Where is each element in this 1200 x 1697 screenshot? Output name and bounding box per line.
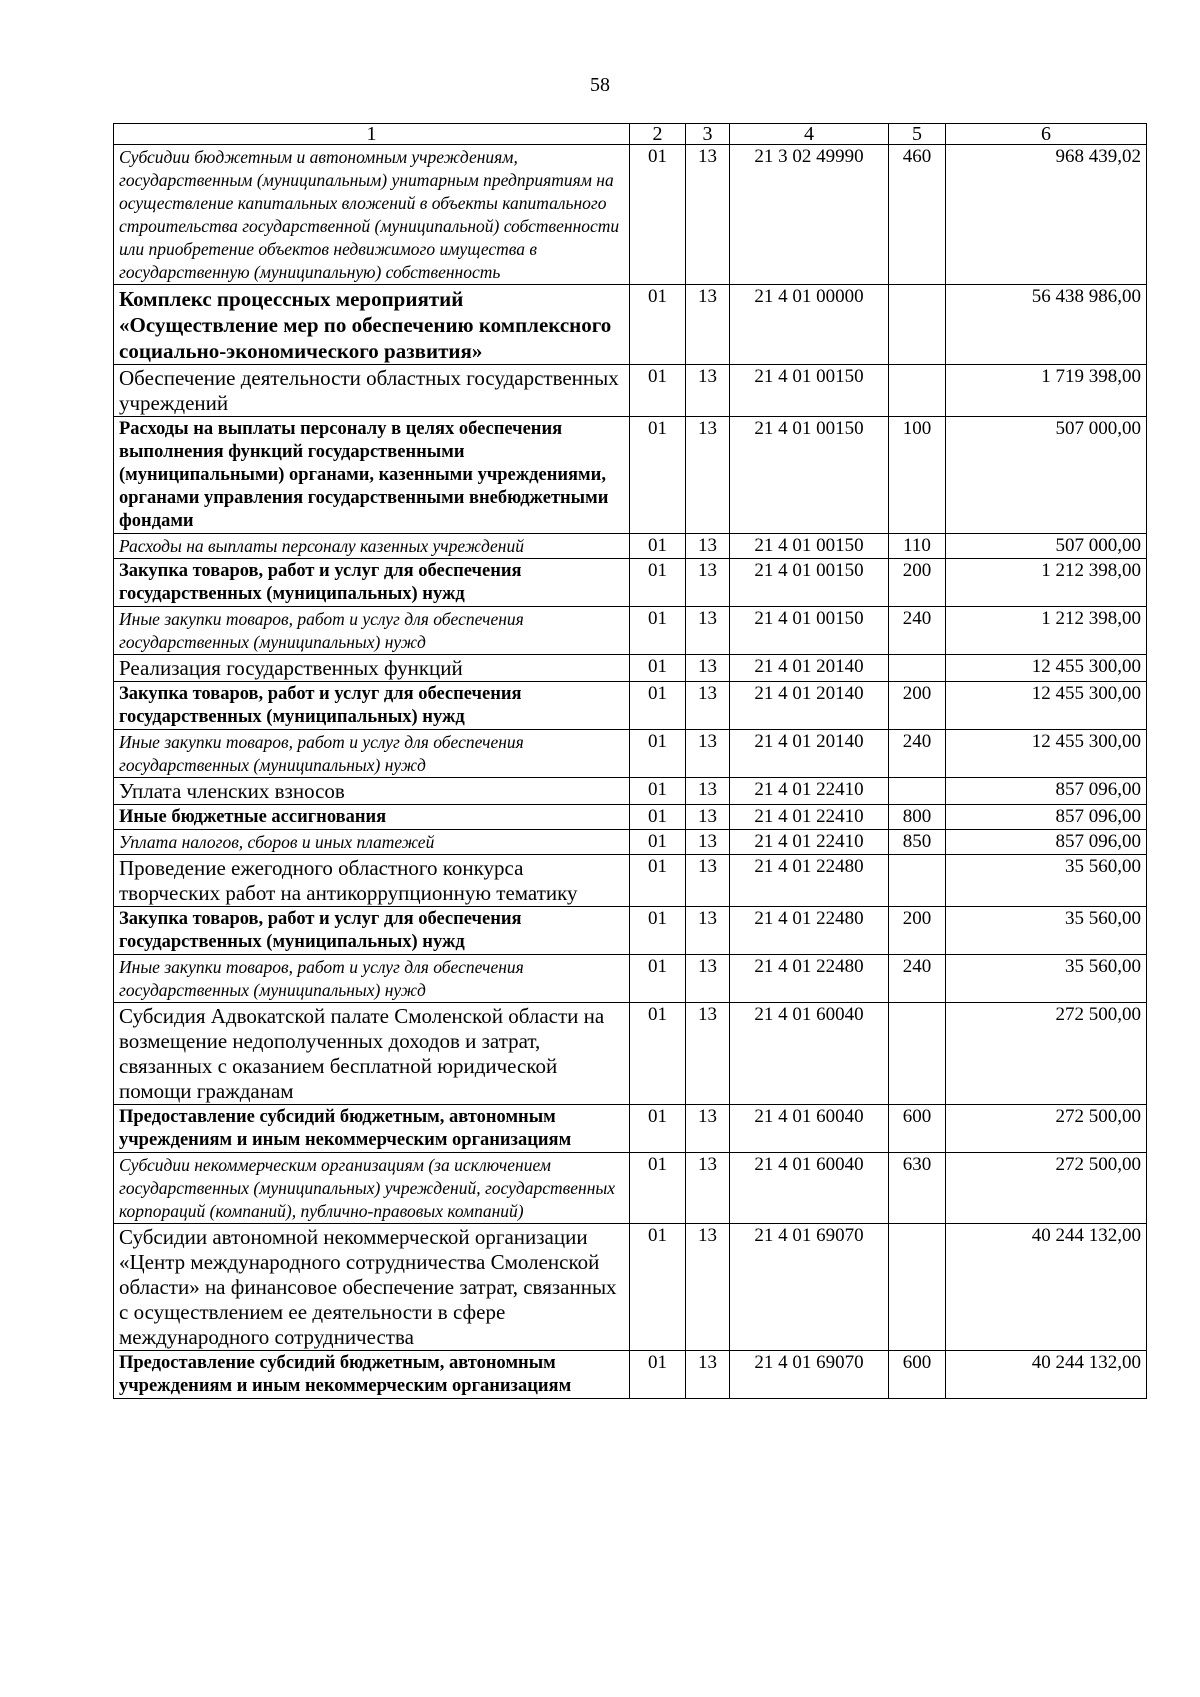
cell-section: 01	[630, 1105, 686, 1153]
cell-amount: 857 096,00	[946, 778, 1147, 805]
cell-amount: 12 455 300,00	[946, 730, 1147, 778]
cell-subsection: 13	[686, 1105, 730, 1153]
cell-subsection: 13	[686, 417, 730, 534]
table-row	[114, 682, 1147, 730]
cell-description: Реализация государственных функций	[114, 655, 630, 682]
cell-section: 01	[630, 559, 686, 607]
cell-target-article: 21 4 01 00150	[730, 559, 889, 607]
cell-expense-type: 800	[889, 805, 946, 830]
cell-description: Обеспечение деятельности областных государственных учреждений	[114, 365, 630, 417]
table-row	[114, 1003, 1147, 1105]
cell-target-article: 21 4 01 00150	[730, 417, 889, 534]
table-row	[114, 145, 1147, 285]
cell-subsection: 13	[686, 830, 730, 855]
cell-description: Субсидии бюджетным и автономным учреждениям, государственным (муниципальным) унитарным предприятиям на осуществление капитальных вложений в объекты капитального строительства государственной (муниципальной) собственности или приобретение объектов недвижимого имущества в государственную (муниципальную) собственность	[114, 145, 630, 285]
cell-expense-type	[889, 285, 946, 365]
table-row	[114, 778, 1147, 805]
cell-target-article: 21 4 01 22410	[730, 830, 889, 855]
cell-section: 01	[630, 805, 686, 830]
table-row	[114, 1105, 1147, 1153]
cell-amount: 857 096,00	[946, 805, 1147, 830]
cell-target-article: 21 4 01 69070	[730, 1224, 889, 1351]
table-row	[114, 607, 1147, 655]
table-row	[114, 655, 1147, 682]
cell-section: 01	[630, 830, 686, 855]
cell-target-article: 21 4 01 22480	[730, 955, 889, 1003]
cell-amount: 40 244 132,00	[946, 1351, 1147, 1399]
cell-expense-type: 240	[889, 730, 946, 778]
cell-expense-type	[889, 655, 946, 682]
cell-target-article: 21 4 01 22480	[730, 855, 889, 907]
cell-expense-type: 240	[889, 955, 946, 1003]
cell-expense-type: 240	[889, 607, 946, 655]
cell-description: Закупка товаров, работ и услуг для обеспечения государственных (муниципальных) нужд	[114, 682, 630, 730]
cell-subsection: 13	[686, 365, 730, 417]
cell-description: Субсидия Адвокатской палате Смоленской области на возмещение недополученных доходов и затрат, связанных с оказанием бесплатной юридической помощи гражданам	[114, 1003, 630, 1105]
cell-target-article: 21 4 01 00150	[730, 365, 889, 417]
cell-subsection: 13	[686, 805, 730, 830]
cell-amount: 56 438 986,00	[946, 285, 1147, 365]
cell-subsection: 13	[686, 534, 730, 559]
cell-description: Иные закупки товаров, работ и услуг для обеспечения государственных (муниципальных) нужд	[114, 955, 630, 1003]
cell-description: Предоставление субсидий бюджетным, автономным учреждениям и иным некоммерческим организациям	[114, 1105, 630, 1153]
cell-description: Уплата налогов, сборов и иных платежей	[114, 830, 630, 855]
cell-amount: 1 212 398,00	[946, 607, 1147, 655]
cell-subsection: 13	[686, 285, 730, 365]
budget-table	[113, 123, 1147, 1399]
table-row	[114, 855, 1147, 907]
cell-target-article: 21 4 01 60040	[730, 1105, 889, 1153]
cell-description: Иные бюджетные ассигнования	[114, 805, 630, 830]
cell-description: Закупка товаров, работ и услуг для обеспечения государственных (муниципальных) нужд	[114, 907, 630, 955]
cell-section: 01	[630, 855, 686, 907]
cell-description: Субсидии некоммерческим организациям (за исключением государственных (муниципальных) учреждений, государственных корпораций (компаний), публично-правовых компаний)	[114, 1153, 630, 1224]
cell-expense-type	[889, 365, 946, 417]
cell-target-article: 21 4 01 60040	[730, 1003, 889, 1105]
cell-amount: 857 096,00	[946, 830, 1147, 855]
table-row	[114, 730, 1147, 778]
table-row	[114, 559, 1147, 607]
cell-description: Проведение ежегодного областного конкурса творческих работ на антикоррупционную тематику	[114, 855, 630, 907]
cell-section: 01	[630, 655, 686, 682]
table-row	[114, 365, 1147, 417]
cell-section: 01	[630, 682, 686, 730]
cell-amount: 35 560,00	[946, 955, 1147, 1003]
cell-section: 01	[630, 285, 686, 365]
cell-subsection: 13	[686, 145, 730, 285]
cell-amount: 1 212 398,00	[946, 559, 1147, 607]
cell-expense-type: 100	[889, 417, 946, 534]
table-row	[114, 285, 1147, 365]
cell-amount: 507 000,00	[946, 417, 1147, 534]
cell-amount: 968 439,02	[946, 145, 1147, 285]
cell-amount: 12 455 300,00	[946, 682, 1147, 730]
cell-expense-type: 200	[889, 907, 946, 955]
cell-section: 01	[630, 607, 686, 655]
cell-amount: 35 560,00	[946, 855, 1147, 907]
table-row	[114, 417, 1147, 534]
cell-amount: 12 455 300,00	[946, 655, 1147, 682]
cell-section: 01	[630, 955, 686, 1003]
cell-section: 01	[630, 145, 686, 285]
cell-amount: 1 719 398,00	[946, 365, 1147, 417]
cell-description: Субсидии автономной некоммерческой организации «Центр международного сотрудничества Смоленской области» на финансовое обеспечение затрат, связанных с осуществлением ее деятельности в сфере международного сотрудничества	[114, 1224, 630, 1351]
cell-description: Иные закупки товаров, работ и услуг для обеспечения государственных (муниципальных) нужд	[114, 730, 630, 778]
cell-target-article: 21 4 01 69070	[730, 1351, 889, 1399]
cell-target-article: 21 4 01 00150	[730, 607, 889, 655]
cell-section: 01	[630, 1003, 686, 1105]
cell-amount: 40 244 132,00	[946, 1224, 1147, 1351]
cell-description: Закупка товаров, работ и услуг для обеспечения государственных (муниципальных) нужд	[114, 559, 630, 607]
cell-target-article: 21 4 01 20140	[730, 682, 889, 730]
cell-description: Расходы на выплаты персоналу казенных учреждений	[114, 534, 630, 559]
cell-expense-type: 630	[889, 1153, 946, 1224]
cell-section: 01	[630, 1351, 686, 1399]
cell-expense-type: 600	[889, 1351, 946, 1399]
cell-subsection: 13	[686, 607, 730, 655]
column-header-2: 2	[630, 124, 686, 145]
cell-amount: 35 560,00	[946, 907, 1147, 955]
column-header-4: 4	[730, 124, 889, 145]
cell-subsection: 13	[686, 778, 730, 805]
cell-amount: 272 500,00	[946, 1153, 1147, 1224]
table-row	[114, 830, 1147, 855]
cell-target-article: 21 4 01 20140	[730, 730, 889, 778]
column-header-6: 6	[946, 124, 1147, 145]
column-header-1: 1	[114, 124, 630, 145]
cell-expense-type: 110	[889, 534, 946, 559]
cell-expense-type: 850	[889, 830, 946, 855]
table-row	[114, 805, 1147, 830]
cell-subsection: 13	[686, 1153, 730, 1224]
cell-amount: 272 500,00	[946, 1003, 1147, 1105]
cell-description: Уплата членских взносов	[114, 778, 630, 805]
cell-subsection: 13	[686, 655, 730, 682]
cell-section: 01	[630, 907, 686, 955]
table-row	[114, 955, 1147, 1003]
cell-subsection: 13	[686, 1003, 730, 1105]
header-row	[114, 124, 1147, 145]
cell-target-article: 21 4 01 00150	[730, 534, 889, 559]
cell-expense-type: 600	[889, 1105, 946, 1153]
cell-target-article: 21 4 01 00000	[730, 285, 889, 365]
cell-target-article: 21 4 01 20140	[730, 655, 889, 682]
cell-subsection: 13	[686, 1224, 730, 1351]
cell-section: 01	[630, 1224, 686, 1351]
cell-description: Расходы на выплаты персоналу в целях обеспечения выполнения функций государственными (муниципальными) органами, казенными учреждениями, органами управления государственными внебюджетными фондами	[114, 417, 630, 534]
cell-subsection: 13	[686, 682, 730, 730]
cell-description: Иные закупки товаров, работ и услуг для обеспечения государственных (муниципальных) нужд	[114, 607, 630, 655]
cell-expense-type: 200	[889, 682, 946, 730]
cell-target-article: 21 4 01 22480	[730, 907, 889, 955]
cell-section: 01	[630, 1153, 686, 1224]
cell-subsection: 13	[686, 907, 730, 955]
cell-expense-type: 200	[889, 559, 946, 607]
table-row	[114, 1224, 1147, 1351]
cell-amount: 272 500,00	[946, 1105, 1147, 1153]
cell-expense-type	[889, 1224, 946, 1351]
cell-target-article: 21 4 01 22410	[730, 778, 889, 805]
table-row	[114, 1153, 1147, 1224]
cell-subsection: 13	[686, 955, 730, 1003]
cell-section: 01	[630, 534, 686, 559]
cell-expense-type	[889, 778, 946, 805]
cell-amount: 507 000,00	[946, 534, 1147, 559]
page-number: 58	[590, 74, 610, 96]
table-row	[114, 1351, 1147, 1399]
table-row	[114, 907, 1147, 955]
cell-target-article: 21 4 01 60040	[730, 1153, 889, 1224]
table-row	[114, 534, 1147, 559]
cell-expense-type	[889, 855, 946, 907]
cell-section: 01	[630, 730, 686, 778]
cell-target-article: 21 3 02 49990	[730, 145, 889, 285]
cell-subsection: 13	[686, 1351, 730, 1399]
column-header-5: 5	[889, 124, 946, 145]
cell-target-article: 21 4 01 22410	[730, 805, 889, 830]
cell-description: Предоставление субсидий бюджетным, автономным учреждениям и иным некоммерческим организациям	[114, 1351, 630, 1399]
cell-subsection: 13	[686, 730, 730, 778]
cell-expense-type	[889, 1003, 946, 1105]
table-body	[114, 145, 1147, 1399]
column-header-3: 3	[686, 124, 730, 145]
cell-subsection: 13	[686, 559, 730, 607]
cell-description: Комплекс процессных мероприятий «Осуществление мер по обеспечению комплексного социально-экономического развития»	[114, 285, 630, 365]
cell-section: 01	[630, 778, 686, 805]
cell-expense-type: 460	[889, 145, 946, 285]
cell-section: 01	[630, 365, 686, 417]
cell-section: 01	[630, 417, 686, 534]
cell-subsection: 13	[686, 855, 730, 907]
